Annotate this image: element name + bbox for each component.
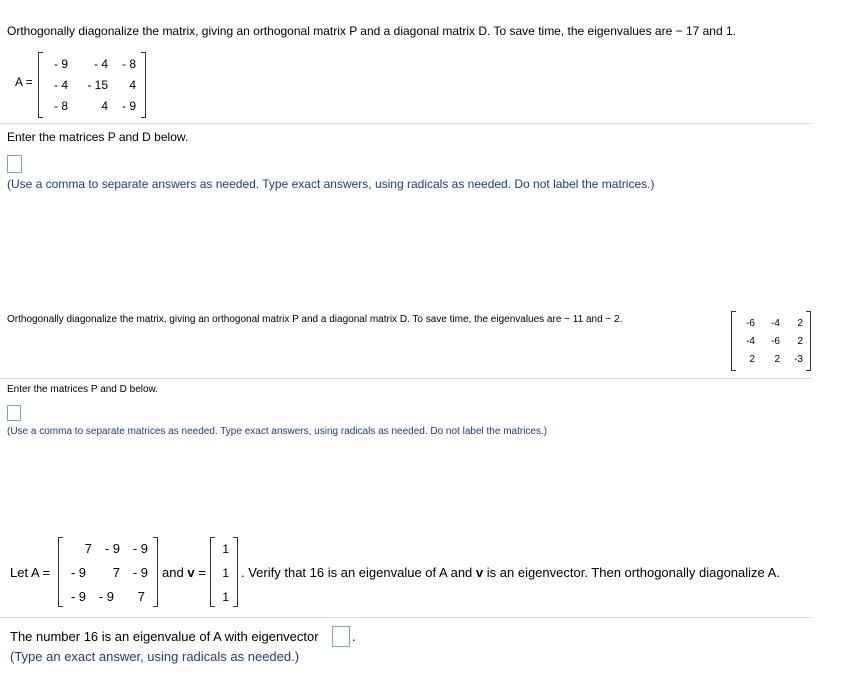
and-text: and bbox=[162, 565, 184, 580]
left-bracket bbox=[731, 311, 736, 371]
matrix-cell: - 9 bbox=[132, 565, 148, 580]
matrix-cell: 7 bbox=[112, 565, 120, 580]
matrix-cell: - 9 bbox=[70, 589, 86, 604]
q1-enter-text: Enter the matrices P and D below. bbox=[7, 130, 189, 144]
q1-matrix-a bbox=[38, 52, 146, 118]
q1-matrix-label: A = bbox=[15, 75, 33, 89]
matrix-cell: 7 bbox=[84, 541, 92, 556]
q3-answer-suffix: . bbox=[352, 629, 356, 644]
matrix-cell: - 9 bbox=[70, 565, 86, 580]
q3-eigenvector-input[interactable] bbox=[332, 626, 350, 647]
right-bracket bbox=[153, 537, 158, 607]
verify-text-part2: is an eigenvector. Then orthogonally diagonalize A. bbox=[486, 565, 780, 580]
right-bracket bbox=[806, 311, 811, 371]
q2-prompt: Orthogonally diagonalize the matrix, giving an orthogonal matrix P and a diagonal matrix D. To save time, the eigenvalues are − 11 and − 2. bbox=[7, 314, 623, 325]
divider bbox=[0, 123, 812, 124]
v-symbol: v bbox=[187, 565, 195, 580]
matrix-cell: 2 bbox=[774, 354, 780, 365]
matrix-cell: - 8 bbox=[53, 99, 68, 113]
q1-prompt: Orthogonally diagonalize the matrix, giving an orthogonal matrix P and a diagonal matrix D. To save time, the eigenvalues are − 17 and 1. bbox=[7, 24, 736, 38]
right-bracket bbox=[141, 52, 146, 118]
matrix-cell: - 9 bbox=[121, 99, 136, 113]
matrix-cell: - 9 bbox=[132, 541, 148, 556]
vector-cell: 1 bbox=[222, 590, 229, 604]
left-bracket bbox=[38, 52, 43, 118]
matrix-cell: - 4 bbox=[53, 78, 68, 92]
q3-vector-v bbox=[210, 537, 238, 607]
matrix-cell: -6 bbox=[771, 336, 780, 347]
matrix-cell: 2 bbox=[797, 318, 803, 329]
verify-text-part1: . Verify that 16 is an eigenvalue of A and bbox=[241, 565, 473, 580]
q3-verify-text bbox=[241, 565, 780, 580]
v-symbol: v bbox=[475, 565, 484, 580]
q2-matrix bbox=[731, 311, 811, 371]
matrix-cell: - 4 bbox=[93, 57, 108, 71]
left-bracket bbox=[58, 537, 63, 607]
matrix-cell: -4 bbox=[771, 318, 780, 329]
q2-hint: (Use a comma to separate matrices as needed. Type exact answers, using radicals as needed. Do not label the matrices.) bbox=[7, 426, 548, 437]
q1-hint: (Use a comma to separate answers as needed. Type exact answers, using radicals as needed. Do not label the matrices.) bbox=[7, 177, 655, 191]
matrix-cell: -3 bbox=[794, 354, 803, 365]
q1-answer-input[interactable] bbox=[7, 155, 22, 173]
matrix-cell: - 9 bbox=[104, 541, 120, 556]
q3-answer-prompt: The number 16 is an eigenvalue of A with eigenvector bbox=[10, 629, 319, 644]
matrix-cell: - 9 bbox=[53, 57, 68, 71]
q3-matrix-a bbox=[58, 537, 158, 607]
matrix-cell: 7 bbox=[137, 589, 145, 604]
q3-and-v-label bbox=[162, 565, 206, 580]
q2-answer-input[interactable] bbox=[7, 405, 21, 421]
q2-enter-text: Enter the matrices P and D below. bbox=[7, 384, 159, 395]
divider bbox=[0, 378, 812, 379]
vector-cell: 1 bbox=[222, 542, 229, 556]
q3-hint: (Type an exact answer, using radicals as needed.) bbox=[10, 649, 300, 664]
vector-cell: 1 bbox=[222, 566, 229, 580]
matrix-cell: - 8 bbox=[121, 57, 136, 71]
matrix-cell: - 15 bbox=[87, 78, 108, 92]
matrix-cell: -4 bbox=[746, 336, 755, 347]
divider bbox=[0, 617, 812, 618]
right-bracket bbox=[233, 537, 238, 607]
matrix-cell: 4 bbox=[129, 78, 136, 92]
matrix-cell: - 9 bbox=[98, 589, 114, 604]
matrix-cell: 4 bbox=[101, 99, 108, 113]
equals-text: = bbox=[198, 565, 206, 580]
matrix-cell: -6 bbox=[746, 318, 755, 329]
left-bracket bbox=[210, 537, 215, 607]
matrix-cell: 2 bbox=[749, 354, 755, 365]
matrix-cell: 2 bbox=[797, 336, 803, 347]
q3-let-label: Let A = bbox=[10, 565, 51, 580]
